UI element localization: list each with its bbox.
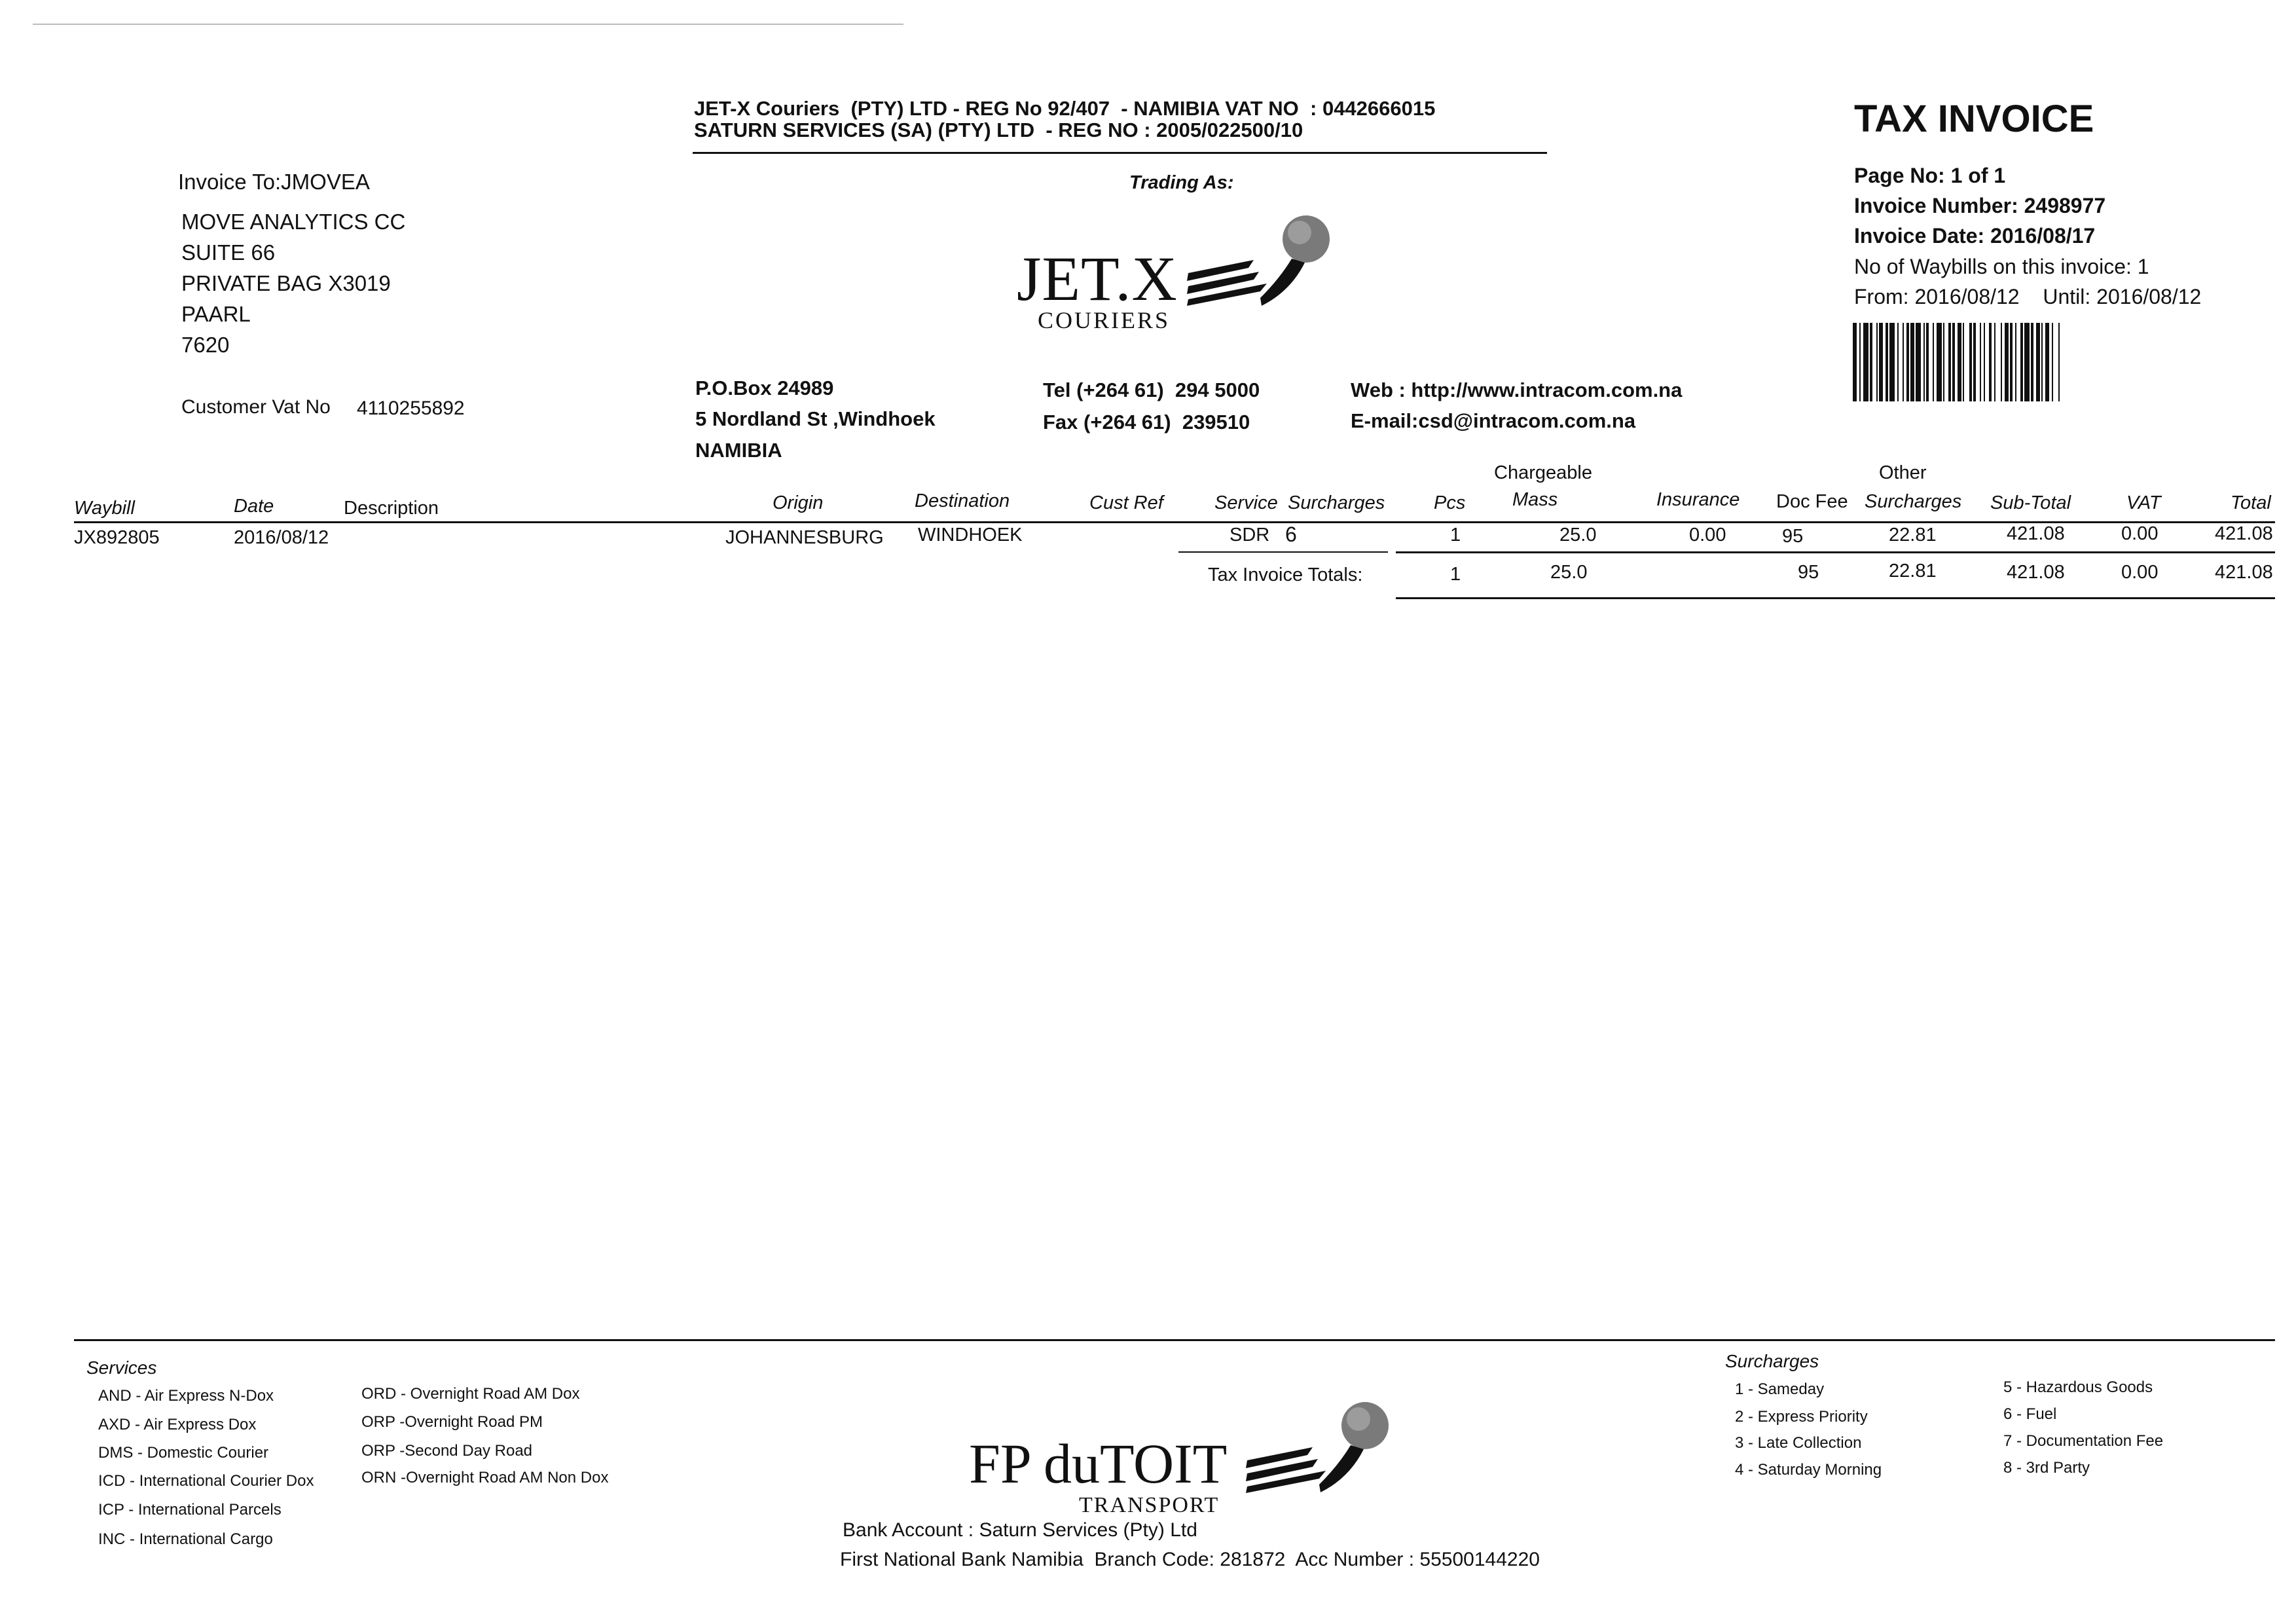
service-item: ORN -Overnight Road AM Non Dox [361, 1469, 609, 1486]
cell-waybill: JX892805 [74, 527, 160, 548]
service-item: ORP -Overnight Road PM [361, 1413, 543, 1431]
invoice-number-value: 2498977 [2024, 194, 2106, 217]
surcharge-item: 2 - Express Priority [1735, 1408, 1868, 1426]
totals-subtotal: 421.08 [2007, 562, 2065, 583]
table-header-rule [74, 521, 2275, 523]
cell-destination: WINDHOEK [918, 525, 1023, 545]
col-header-cust-ref: Cust Ref [1089, 492, 1163, 513]
invoice-to-label: Invoice To: [178, 170, 282, 194]
invoice-to [178, 170, 370, 194]
cell-service: SDR [1230, 525, 1270, 545]
contact-web: Web : http://www.intracom.com.na [1351, 378, 1683, 401]
barcode [1853, 323, 2157, 401]
jetx-logo-swoosh-icon [1175, 213, 1339, 318]
cell-surcharges: 6 [1285, 523, 1297, 546]
from-label: From: [1854, 285, 1909, 308]
surcharge-item: 3 - Late Collection [1735, 1434, 1862, 1452]
until-date: 2016/08/12 [2096, 285, 2202, 308]
col-header-other-top: Other [1879, 462, 1927, 483]
address-line: MOVE ANALYTICS CC [181, 210, 406, 234]
trading-as-label: Trading As: [1129, 172, 1234, 193]
totals-label: Tax Invoice Totals: [1208, 564, 1363, 585]
col-header-subtotal: Sub-Total [1990, 492, 2071, 513]
fpdutoit-logo-swoosh-icon [1241, 1398, 1398, 1503]
col-header-waybill: Waybill [74, 498, 135, 519]
service-item: INC - International Cargo [98, 1530, 273, 1548]
contact-fax: Fax (+264 61) 239510 [1043, 411, 1250, 434]
customer-vat-label: Customer Vat No [181, 396, 331, 418]
service-item: ICP - International Parcels [98, 1501, 282, 1519]
company-line-2: SATURN SERVICES (SA) (PTY) LTD - REG NO : 2005/022500/10 [694, 119, 1303, 141]
invoice-date [1854, 224, 2095, 248]
fpdutoit-logo-sub: TRANSPORT [1079, 1493, 1220, 1517]
scan-edge-line [33, 24, 903, 25]
cell-doc-fee: 95 [1782, 526, 1804, 547]
cell-vat: 0.00 [2121, 523, 2159, 544]
invoice-date-value: 2016/08/17 [1990, 224, 2096, 248]
col-header-destination: Destination [915, 490, 1010, 511]
from-date: 2016/08/12 [1914, 285, 2020, 308]
col-header-date: Date [234, 496, 274, 517]
cell-subtotal: 421.08 [2007, 523, 2065, 544]
col-header-surcharges: Surcharges [1288, 492, 1385, 513]
until-label: Until: [2043, 285, 2091, 308]
service-item: DMS - Domestic Courier [98, 1444, 269, 1462]
waybill-count: No of Waybills on this invoice: 1 [1854, 255, 2149, 278]
cell-date: 2016/08/12 [234, 527, 329, 548]
col-header-vat: VAT [2126, 492, 2161, 513]
totals-total: 421.08 [2215, 562, 2273, 583]
contact-country: NAMIBIA [695, 439, 782, 462]
surcharge-item: 6 - Fuel [2003, 1405, 2057, 1423]
col-header-other: Surcharges [1865, 491, 1962, 512]
service-item: AXD - Air Express Dox [98, 1416, 257, 1433]
footer-rule [74, 1339, 2275, 1341]
col-header-doc-fee: Doc Fee [1776, 491, 1848, 512]
invoice-date-label: Invoice Date: [1854, 224, 1985, 248]
address-line: PRIVATE BAG X3019 [181, 271, 391, 295]
col-header-description: Description [344, 498, 439, 519]
surcharge-item: 4 - Saturday Morning [1735, 1461, 1882, 1479]
col-header-total: Total [2231, 492, 2271, 513]
jetx-logo-name: JET.X [1017, 244, 1178, 314]
cell-total: 421.08 [2215, 523, 2273, 544]
cell-other: 22.81 [1889, 525, 1937, 545]
contact-tel: Tel (+264 61) 294 5000 [1043, 378, 1260, 401]
surcharge-item: 5 - Hazardous Goods [2003, 1378, 2153, 1396]
totals-top-rule [1396, 551, 2275, 553]
service-item: ORD - Overnight Road AM Dox [361, 1385, 580, 1403]
contact-email: E-mail:csd@intracom.com.na [1351, 409, 1636, 432]
customer-vat-value: 4110255892 [357, 397, 465, 419]
cell-origin: JOHANNESBURG [725, 527, 884, 548]
totals-pcs: 1 [1450, 564, 1461, 585]
address-line: SUITE 66 [181, 240, 276, 265]
cell-pcs: 1 [1450, 525, 1461, 545]
surcharge-item: 8 - 3rd Party [2003, 1459, 2090, 1477]
service-item: AND - Air Express N-Dox [98, 1387, 274, 1405]
totals-other: 22.81 [1889, 561, 1937, 581]
company-line-1: JET-X Couriers (PTY) LTD - REG No 92/407 - NAMIBIA VAT NO : 0442666015 [694, 97, 1436, 120]
invoice-number [1854, 194, 2105, 218]
bank-line-2: First National Bank Namibia Branch Code: 281872 Acc Number : 55500144220 [840, 1549, 1540, 1570]
col-header-origin: Origin [773, 492, 824, 513]
contact-pobox: P.O.Box 24989 [695, 377, 834, 399]
totals-bottom-rule [1396, 597, 2275, 599]
bank-line-1: Bank Account : Saturn Services (Pty) Ltd [843, 1519, 1197, 1541]
totals-mass: 25.0 [1550, 562, 1588, 583]
service-item: ICD - International Courier Dox [98, 1472, 314, 1490]
col-header-mass-top: Chargeable [1494, 462, 1592, 483]
surcharges-title: Surcharges [1725, 1351, 1819, 1371]
jetx-logo-sub: COURIERS [1038, 307, 1171, 333]
table-row-rule [1178, 551, 1388, 553]
contact-street: 5 Nordland St ,Windhoek [695, 407, 936, 430]
page-number: Page No: 1 of 1 [1854, 164, 2006, 187]
surcharge-item: 1 - Sameday [1735, 1380, 1825, 1398]
doc-title: TAX INVOICE [1854, 98, 2094, 140]
address-line: 7620 [181, 333, 230, 357]
cell-insurance: 0.00 [1689, 525, 1726, 545]
date-range [1854, 285, 2201, 309]
col-header-insurance: Insurance [1656, 489, 1740, 510]
header-rule [693, 152, 1547, 154]
service-item: ORP -Second Day Road [361, 1442, 533, 1460]
col-header-mass: Mass [1512, 489, 1558, 510]
invoice-number-label: Invoice Number: [1854, 194, 2018, 217]
address-line: PAARL [181, 302, 251, 326]
col-header-service: Service [1214, 492, 1278, 513]
invoice-to-code: JMOVEA [281, 170, 370, 194]
fpdutoit-logo-name: FP duTOIT [969, 1432, 1228, 1495]
surcharge-item: 7 - Documentation Fee [2003, 1432, 2164, 1450]
totals-vat: 0.00 [2121, 562, 2159, 583]
cell-mass: 25.0 [1559, 525, 1597, 545]
services-title: Services [86, 1357, 157, 1378]
col-header-pcs: Pcs [1434, 492, 1466, 513]
totals-doc-fee: 95 [1798, 562, 1819, 583]
